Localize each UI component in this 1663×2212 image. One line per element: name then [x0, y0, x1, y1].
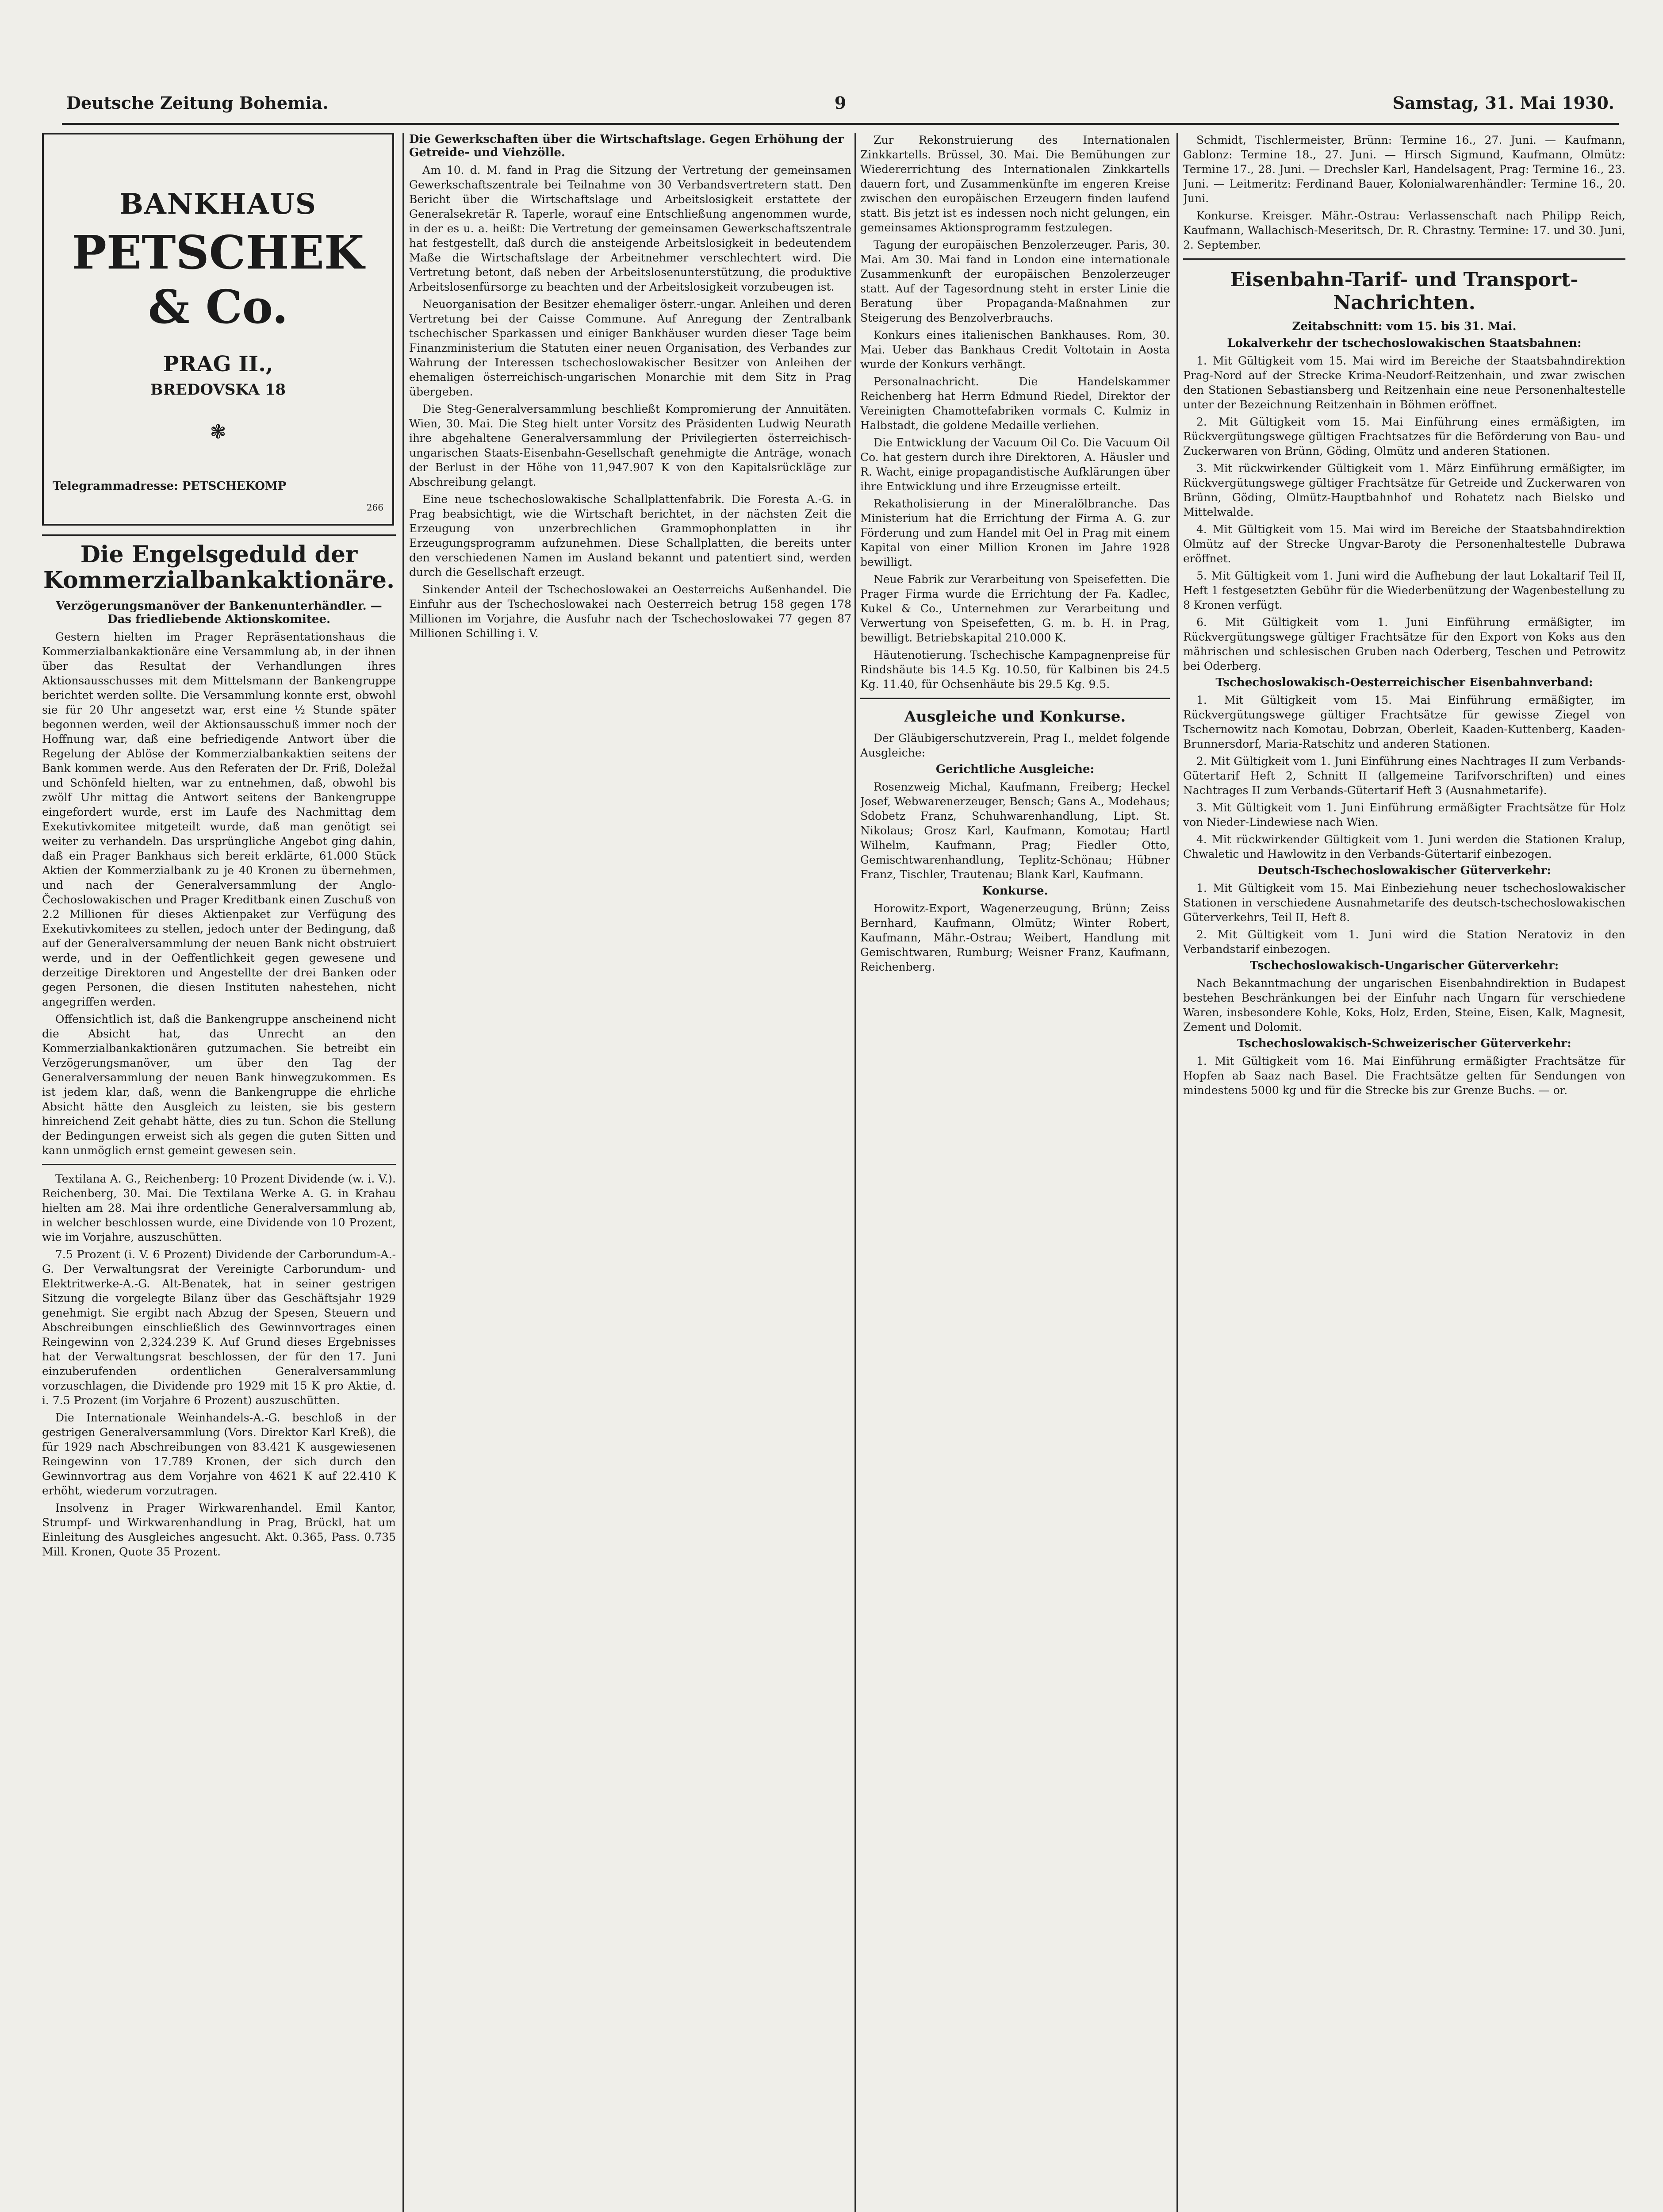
article-paragraph: Eine neue tschechoslowakische Schallplattenfabrik. Die Foresta A.-G. in Prag beabsichtigt, wie die Wirtschaft berichtet, in der nächsten Zeit die Erzeugung von unzerbrechlichen Grammophonplatten in ihr Erzeugungsprogramm aufzunehmen. Diese Schallplatten, die bereits unter den verschiedenen Namen im Ausland bekannt und patentiert sind, werden durch die Gesellschaft erzeugt. [409, 493, 851, 579]
tariff-item: 6. Mit Gültigkeit vom 1. Juni Einführung ermäßigter, im Rückvergütungswege gültiger Frachtsätze für den Export von Koks aus den mährischen und schlesischen Gruben nach Oderberg, Teschen und Petrowitz bei Oderberg. [1183, 616, 1625, 672]
tariff-item: 2. Mit Gültigkeit vom 1. Juni wird die Station Neratoviz in den Verbandstarif einbezogen. [1183, 928, 1625, 956]
page-number: 9 [834, 93, 847, 113]
tariff-item: 2. Mit Gültigkeit vom 15. Mai Einführung eines ermäßigten, im Rückvergütungswege gültigen Frachtsatzes für die Beförderung von Bau- und Zuckerwaren von Brünn, Göding, Olmütz und anderen Stationen. [1183, 415, 1625, 457]
column-2 [409, 133, 851, 2212]
section-rule [42, 534, 396, 536]
tariff-item: 2. Mit Gültigkeit vom 1. Juni Einführung eines Nachtrages II zum Verbands-Gütertarif Heft 2, Schnitt II (allgemeine Tarifvorschriften) und eines Nachtrages II zum Verbands-Gütertarif Heft 3 (Ausnahmetarife). [1183, 755, 1625, 797]
article-paragraph: Offensichtlich ist, daß die Bankengruppe anscheinend nicht die Absicht hat, das Unrecht an den Kommerzialbankaktionären gutzumachen. Sie betreibt ein Verzögerungsmanöver, um über den Tag der Generalversammlung der neuen Bank hinwegzukommen. Es ist jedem klar, daß, wenn die Bankengruppe die ehrliche Absicht hätte den Ausgleich zu leisten, sie bis gestern hinreichend Zeit gehabt hätte, dies zu tun. Schon die Stellung der Bedingungen erweist sich als gegen die guten Sitten und kann unmöglich ernst gemeint gewesen sein. [42, 1013, 396, 1157]
section-subheading: Gerichtliche Ausgleiche: [935, 763, 1095, 776]
article-headline: Die Engelsgeduld der Kommerzialbankaktionäre. [43, 541, 395, 594]
section-period: Zeitabschnitt: vom 15. bis 31. Mai. [1292, 320, 1517, 333]
column-divider [402, 133, 404, 2212]
ad-city: PRAG II., [163, 352, 273, 376]
news-item: 7.5 Prozent (i. V. 6 Prozent) Dividende der Carborundum-A.-G. Der Verwaltungsrat der Vereinigte Carborundum- und Elektritwerke-A.-G. Alt-Benatek, hat in seiner gestrigen Sitzung die vorgelegte Bilanz über das Geschäftsjahr 1929 genehmigt. Sie ergibt nach Abzug der Spesen, Steuern und Abschreibungen einschließlich des Gewinnvortrages einen Reingewinn von 2,324.239 K. Auf Grund dieses Ergebnisses hat der Verwaltungsrat beschlossen, der für den 17. Juni einzuberufenden ordentlichen Generalversammlung vorzuschlagen, die Dividende pro 1929 mit 15 K pro Aktie, d. i. 7.5 Prozent (im Vorjahre 6 Prozent) auszuschütten. [42, 1248, 396, 1407]
news-item: Personalnachricht. Die Handelskammer Reichenberg hat Herrn Edmund Riedel, Direktor der Vereinigten Chamottefabriken vormals C. Kulmiz in Halbstadt, die goldene Medaille verliehen. [860, 375, 1170, 432]
news-item: Textilana A. G., Reichenberg: 10 Prozent Dividende (w. i. V.). Reichenberg, 30. Mai. Die Textilana Werke A. G. in Krahau hielten am 28. Mai ihre ordentliche Generalversammlung ab, in welcher beschlossen wurde, eine Dividende von 10 Prozent, wie im Vorjahre, auszuschütten. [42, 1172, 396, 1244]
article-paragraph: Die Steg-Generalversammlung beschließt Kompromierung der Annuitäten. Wien, 30. Mai. Die Steg hielt unter Vorsitz des Präsidenten Ludwig Neurath ihre abgehaltene Generalversammlung der Privilegierten österreichisch-ungarischen Staats-Eisenbahn-Gesellschaft genehmigte die Anträge, wonach der Berlust in der Höhe von 11,947.907 K von den Kapitalsrückläge zur Abschreibung gelangt. [409, 403, 851, 488]
article-paragraph: Sinkender Anteil der Tschechoslowakei an Oesterreichs Außenhandel. Die Einfuhr aus der Tschechoslowakei nach Oesterreich betrug 158 gegen 178 Millionen im Vorjahre, die Ausfuhr nach der Tschechoslowakei 77 gegen 87 Millionen Schilling i. V. [409, 583, 851, 640]
list-text: Schmidt, Tischlermeister, Brünn: Termine 16., 27. Juni. — Kaufmann, Gablonz: Termine 18., 27. Juni. — Hirsch Sigmund, Kaufmann, Olmütz: Termine 17., 28. Juni. — Drechsler Karl, Handelsagent, Prag: Termine 16., 23. Juni. — Leitmeritz: Ferdinand Bauer, Kolonialwarenhändler: Termine 16., 20. Juni. [1183, 134, 1625, 205]
tariff-item: 4. Mit rückwirkender Gültigkeit vom 1. Juni werden die Stationen Kralup, Chwaletic und Hawlowitz in den Verbands-Gütertarif einbezogen. [1183, 833, 1625, 860]
tariff-item: 3. Mit Gültigkeit vom 1. Juni Einführung ermäßigter Frachtsätze für Holz von Nieder-Lindewiese nach Wien. [1183, 801, 1625, 829]
page-header [66, 93, 1614, 119]
ornament-icon: ❃ [210, 421, 226, 443]
tariff-item: Nach Bekanntmachung der ungarischen Eisenbahndirektion in Budapest bestehen Beschränkungen bei der Einfuhr nach Ungarn für verschiedene Waren, insbesondere Kohle, Koks, Holz, Erden, Steine, Eisen, Kalk, Magnesit, Zement und Dolomit. [1183, 977, 1625, 1033]
section-subheading: Lokalverkehr der tschechoslowakischen Staatsbahnen: [1227, 337, 1582, 350]
news-item: Rekatholisierung in der Mineralölbranche. Das Ministerium hat die Errichtung der Firma A. G. zur Förderung und zum Handel mit Oel in Prag mit einem Kapital von einer Million Kronen im Jahre 1928 bewilligt. [860, 497, 1170, 568]
section-subheading: Tschechoslowakisch-Ungarischer Güterverkehr: [1249, 959, 1559, 972]
section-rule [1183, 258, 1625, 260]
list-text: Horowitz-Export, Wagenerzeugung, Brünn; Zeiss Bernhard, Kaufmann, Olmütz; Winter Robert, Kaufmann, Mähr.-Ostrau; Weibert, Handlung mit Gemischtwaren, Rumburg; Weisner Franz, Kaufmann, Reichenberg. [860, 902, 1170, 973]
tariff-item: 5. Mit Gültigkeit vom 1. Juni wird die Aufhebung der laut Lokaltarif Teil II, Heft 1 festgesetzten Gebühr für die Wiederbenützung der Wagenbestellung zu 8 Kronen verfügt. [1183, 569, 1625, 611]
news-item: Neue Fabrik zur Verarbeitung von Speisefetten. Die Prager Firma wurde die Errichtung der Fa. Kadlec, Kukel & Co., Unternehmen zur Verarbeitung und Verwertung von Speisefetten, G. m. b. H. in Prag, bewilligt. Betriebskapital 210.000 K. [860, 573, 1170, 644]
ad-telegram-address: Telegrammadresse: PETSCHEKOMP [53, 480, 287, 493]
article-paragraph: Am 10. d. M. fand in Prag die Sitzung der Vertretung der gemeinsamen Gewerkschaftszentrale bei Teilnahme von 30 Verbandsvertretern statt. Den Bericht über die Wirtschaftslage und Arbeitslosigkeit erstattete der Generalsekretär R. Taperle, worauf eine Entschließung angenommen wurde, in der es u. a. heißt: Die Vertretung der gemeinsamen Gewerkschaftszentrale hat festgestellt, daß durch die ansteigende Arbeitslosigkeit in bedeutendem Maße die Wirtschaftslage der Arbeitnehmer verschlechtert wird. Die Vertretung betont, daß neben der Arbeitslosenunterstützung, die produktive Arbeitslosenfürsorge zu beachten und der Arbeitslosigkeit vorzubeugen ist. [409, 164, 851, 293]
news-item: Häutenotierung. Tschechische Kampagnenpreise für Rindshäute bis 14.5 Kg. 10.50, für Kalbinen bis 24.5 Kg. 11.40, für Ochsenhäute bis 29.5 Kg. 9.5. [860, 649, 1170, 691]
column-3 [860, 133, 1170, 2212]
ad-code: 266 [366, 502, 383, 513]
tariff-item: 1. Mit Gültigkeit vom 15. Mai Einführung ermäßigter, im Rückvergütungswege gültiger Frachtsätze für gewisse Ziegel von Tschernowitz nach Komotau, Dobrzan, Oberleit, Kaaden-Kuttenberg, Kaaden-Brunnersdorf, Maria-Ratschitz und anderen Stationen. [1183, 694, 1625, 750]
column-divider [1176, 133, 1178, 2212]
ad-firm-name: PETSCHEK & Co. [72, 225, 364, 334]
section-rule [860, 698, 1170, 699]
tariff-item: 3. Mit rückwirkender Gültigkeit vom 1. März Einführung ermäßigter, im Rückvergütungswege gültiger Frachtsätze für Getreide und Zuckerwaren von Brünn, Göding, Olmütz-Hauptbahnhof und Rohatetz nach Bielsko und Mittelwalde. [1183, 462, 1625, 518]
column-1 [42, 133, 396, 2212]
section-subheading: Tschechoslowakisch-Oesterreichischer Eisenbahnverband: [1215, 676, 1593, 689]
newspaper-title: Deutsche Zeitung Bohemia. [66, 93, 329, 113]
section-heading: Eisenbahn-Tarif- und Transport-Nachrichten. [1230, 269, 1579, 314]
section-heading: Ausgleiche und Konkurse. [904, 708, 1126, 726]
section-rule [42, 1164, 396, 1165]
tariff-item: 1. Mit Gültigkeit vom 15. Mai Einbeziehung neuer tschechoslowakischer Stationen in verschiedene Ausnahmetarife des deutsch-tschechoslowakischen Güterverkehrs, Teil II, Heft 8. [1183, 882, 1625, 924]
section-subheading: Tschechoslowakisch-Schweizerischer Güterverkehr: [1237, 1037, 1571, 1050]
tariff-item: 4. Mit Gültigkeit vom 15. Mai wird im Bereiche der Staatsbahndirektion Olmütz auf der Strecke Ungvar-Baroty die Personenhaltestelle Dubrawa eröffnet. [1183, 523, 1625, 565]
section-subheading: Konkurse. [982, 884, 1048, 898]
list-text: Rosenzweig Michal, Kaufmann, Freiberg; Heckel Josef, Webwarenerzeuger, Bensch; Gans A., Modehaus; Sdobetz Franz, Schuhwarenhandlung, Lipt. St. Nikolaus; Grosz Karl, Kaufmann, Komotau; Hartl Wilhelm, Kaufmann, Prag; Fiedler Otto, Gemischtwarenhandlung, Teplitz-Schönau; Hübner Franz, Tischler, Trautenau; Blank Karl, Kaufmann. [860, 780, 1170, 881]
column-divider [854, 133, 856, 2212]
news-item: Insolvenz in Prager Wirkwarenhandel. Emil Kantor, Strumpf- und Wirkwarenhandlung in Prag, Brückl, hat um Einleitung des Ausgleiches angesucht. Akt. 0.365, Pass. 0.735 Mill. Kronen, Quote 35 Prozent. [42, 1502, 396, 1558]
header-rule [62, 123, 1619, 125]
section-heading: Die Gewerkschaften über die Wirtschaftslage. Gegen Erhöhung der Getreide- und Viehzölle. [409, 133, 844, 159]
news-item: Zur Rekonstruierung des Internationalen Zinkkartells. Brüssel, 30. Mai. Die Bemühungen zur Wiedererrichtung des Internationalen Zinkkartells dauern fort, und Zusammenkünfte im engeren Kreise zwischen den europäischen Erzeugern finden laufend statt. Bis jetzt ist es indessen noch nicht gelungen, ein gemeinsames Aktionsprogramm festzulegen. [860, 134, 1170, 234]
ad-bank-label: BANKHAUS [119, 188, 317, 221]
section-subheading: Deutsch-Tschechoslowakischer Güterverkehr: [1257, 864, 1551, 877]
article-paragraph: Gestern hielten im Prager Repräsentationshaus die Kommerzialbankaktionäre eine Versammlung ab, in der ihnen über das Resultat der Verhandlungen ihres Aktionsausschusses mit dem Mittelsmann der Bankengruppe berichtet werden sollte. Die Versammlung konnte erst, obwohl sie für 20 Uhr angesetzt war, erst eine ½ Stunde später begonnen werden, weil der Aktionsausschuß immer noch der Hoffnung war, daß eine befriedigende Antwort über die Regelung der Ablöse der Kommerzialbankaktien seitens der Bank kommen werde. Aus den Referaten der Dr. Friß, Doležal und Schönfeld hielten, war zu entnehmen, daß, obwohl bis zwölf Uhr mittag die Antwort seitens der Bankengruppe eingefordert wurde, erst im Laufe des Nachmittag dem Exekutivkomitee mitgeteilt wurde, daß man genötigt sei weiter zu verhandeln. Das ursprüngliche Angebot ging dahin, daß ein Prager Bankhaus sich bereit erklärte, 61.000 Stück Aktien der Kommerzialbank zu je 40 Kronen zu übernehmen, und nach der Generalversammlung der Anglo-Čechoslowakischen und Prager Kreditbank einen Zuschuß von 2.2 Millionen für dieses Aktienpaket zur Verfügung des Exekutivkomitees zu stellen, jedoch unter der Bedingung, daß auf der Generalversammlung der neuen Bank nicht obstruiert werde, und in der Oeffentlichkeit gegen gewesene und derzeitige Direktoren und Angestellte der drei Banken oder gegen Personen, die diesen Instituten nahestehen, nicht angegriffen werden. [42, 630, 396, 1008]
news-item: Tagung der europäischen Benzolerzeuger. Paris, 30. Mai. Am 30. Mai fand in London eine internationale Zusammenkunft der europäischen Benzolerzeuger statt. Auf der Tagesordnung steht in erster Linie die Beratung über Propaganda-Maßnahmen zur Steigerung des Benzolverbrauchs. [860, 238, 1170, 324]
issue-date: Samstag, 31. Mai 1930. [1392, 93, 1614, 113]
article-subheadline: Verzögerungsmanöver der Bankenunterhändler. — Das friedliebende Aktionskomitee. [56, 599, 382, 626]
article-paragraph: Neuorganisation der Besitzer ehemaliger österr.-ungar. Anleihen und deren Vertretung bei der Caisse Commune. Auf Anregung der Zentralbank tschechischer Sparkassen und einiger Bankhäuser wurden dieser Tage beim Finanzministerium die Statuten einer neuen Organisation, des Verbandes zur Wahrung der Interessen tschechoslowakischer Besitzer von Anleihen der ehemaligen österreichisch-ungarischen Monarchie mit dem Sitz in Prag übergeben. [409, 298, 851, 398]
ad-street: BREDOVSKA 18 [150, 381, 286, 399]
news-item: Die Entwicklung der Vacuum Oil Co. Die Vacuum Oil Co. hat gestern durch ihre Direktoren, A. Häusler und R. Wacht, einige propagandistische Aufklärungen über ihre Entwicklung und ihre Erzeugnisse erteilt. [860, 436, 1170, 493]
bank-advertisement [42, 133, 394, 526]
list-text: Konkurse. Kreisger. Mähr.-Ostrau: Verlassenschaft nach Philipp Reich, Kaufmann, Wallachisch-Meseritsch, Dr. R. Chrastny. Termine: 17. und 30. Juni, 2. September. [1183, 209, 1625, 251]
column-4 [1183, 133, 1625, 2212]
news-item: Die Internationale Weinhandels-A.-G. beschloß in der gestrigen Generalversammlung (Vors. Direktor Karl Kreß), die für 1929 nach Abschreibungen von 83.421 K ausgewiesenen Reingewinn von 17.789 Kronen, der sich durch den Gewinnvortrag aus dem Vorjahre von 4621 K auf 22.410 K erhöht, wiederum vorzutragen. [42, 1411, 396, 1497]
tariff-item: 1. Mit Gültigkeit vom 16. Mai Einführung ermäßigter Frachtsätze für Hopfen ab Saaz nach Basel. Die Frachtsätze gelten für Sendungen von mindestens 5000 kg und für die Strecke bis zur Grenze Buchs. — or. [1183, 1055, 1625, 1097]
section-lead: Der Gläubigerschutzverein, Prag I., meldet folgende Ausgleiche: [860, 732, 1170, 759]
tariff-item: 1. Mit Gültigkeit vom 15. Mai wird im Bereiche der Staatsbahndirektion Prag-Nord auf der Strecke Krima-Neudorf-Reitzenhain, und zwar zwischen den Stationen Sebastiansberg und Reitzenhain eine neue Personenhaltestelle unter der Bezeichnung Reitzenhain in Böhmen eröffnet. [1183, 354, 1625, 411]
news-item: Konkurs eines italienischen Bankhauses. Rom, 30. Mai. Ueber das Bankhaus Credit Voltotain in Aosta wurde der Konkurs verhängt. [860, 329, 1170, 371]
